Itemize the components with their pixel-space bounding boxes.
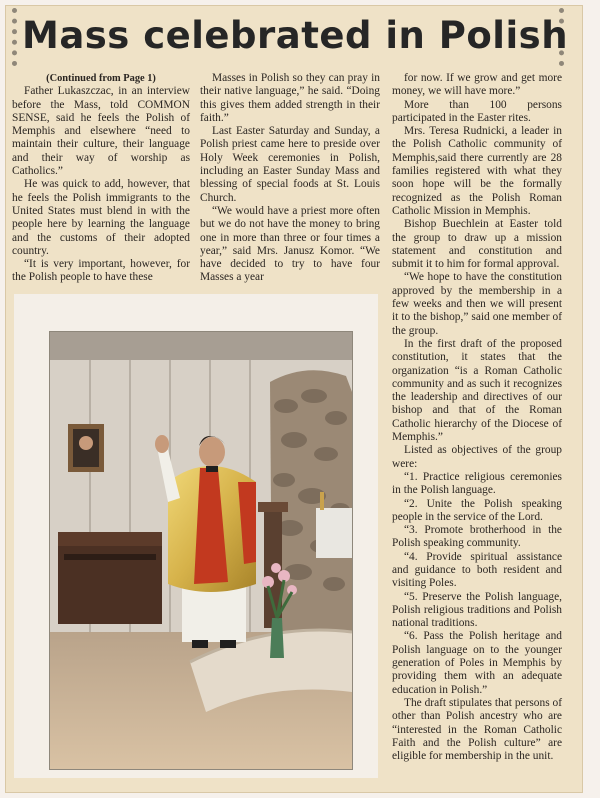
paragraph: Listed as objectives of the group were:	[392, 444, 562, 470]
objective-item: “5. Preserve the Polish language, Polish religious traditions and Polish national traditions.	[392, 590, 562, 630]
paragraph: The draft stipulates that persons of other than Polish ancestry who are “interested in the Roman Catholic Faith and the Polish culture” are eligible for membership in the unit.	[392, 696, 562, 763]
paragraph: More than 100 persons participated in the Easter rites.	[392, 98, 562, 124]
paragraph: Last Easter Saturday and Sunday, a Polish priest came here to preside over Holy Week ceremonies in Polish, including an Easter Sunday Mass and blessing of special foods at St. Louis Church.	[200, 125, 380, 204]
article-column-3	[392, 72, 562, 763]
paragraph: In the first draft of the proposed constitution, it states that the organization “is a Roman Catholic community and as such it recognizes the leadership and directives of our bishop and that of the Roman Catholic hierarchy of the Diocese of Memphis.”	[392, 337, 562, 444]
paragraph: “We would have a priest more often but we do not have the money to bring one in more than three or four times a year,” said Mrs. Janusz Komor. “We have decided to try to have four Masses a year	[200, 204, 380, 284]
article-column-2	[200, 72, 380, 285]
headline: Mass celebrated in Polish	[22, 14, 569, 57]
article-column-1	[12, 72, 190, 285]
paragraph: Father Lukaszczac, in an interview before the Mass, told COMMON SENSE, said he feels the Polish of Memphis and elsewhere “need to maintain their culture, their language and their way of worship as Catholics.”	[12, 85, 190, 178]
paragraph: Masses in Polish so they can pray in their native language,” he said. “Doing this gives them added strength in their faith.”	[200, 72, 380, 124]
paragraph: “We hope to have the constitution approved by the membership in a few weeks and then we will present it to the bishop,” said one member of the group.	[392, 271, 562, 337]
paragraph: Mrs. Teresa Rudnicki, a leader in the Polish Catholic community of Memphis,said there currently are 28 families registered with what they soon hope will be the formally recognized as the Polish Roman Catholic Mission in Memphis.	[392, 125, 562, 217]
photo-priest-at-altar	[49, 331, 353, 770]
paragraph: for now. If we grow and get more money, we will have more.”	[392, 72, 562, 98]
paragraph: “It is very important, however, for the Polish people to have these	[12, 258, 190, 284]
objective-item: “6. Pass the Polish heritage and Polish language on to the younger generation of Poles in Memphis by providing them with an adequate education in Polish.”	[392, 630, 562, 696]
continued-from-label: (Continued from Page 1)	[46, 73, 156, 84]
paragraph: He was quick to add, however, that he feels the Polish immigrants to the United States must blend in with the people here by learning the language and the customs of their adopted country.	[12, 178, 190, 257]
objective-item: “4. Provide spiritual assistance and guidance to both resident and visiting Poles.	[392, 550, 562, 590]
paragraph: Bishop Buechlein at Easter told the group to draw up a mission statement and constitution and submit it to him for formal approval.	[392, 218, 562, 271]
objective-item: “1. Practice religious ceremonies in the Polish language.	[392, 470, 562, 497]
objective-item: “2. Unite the Polish speaking people in the service of the Lord.	[392, 497, 562, 523]
objective-item: “3. Promote brotherhood in the Polish speaking community.	[392, 524, 562, 550]
